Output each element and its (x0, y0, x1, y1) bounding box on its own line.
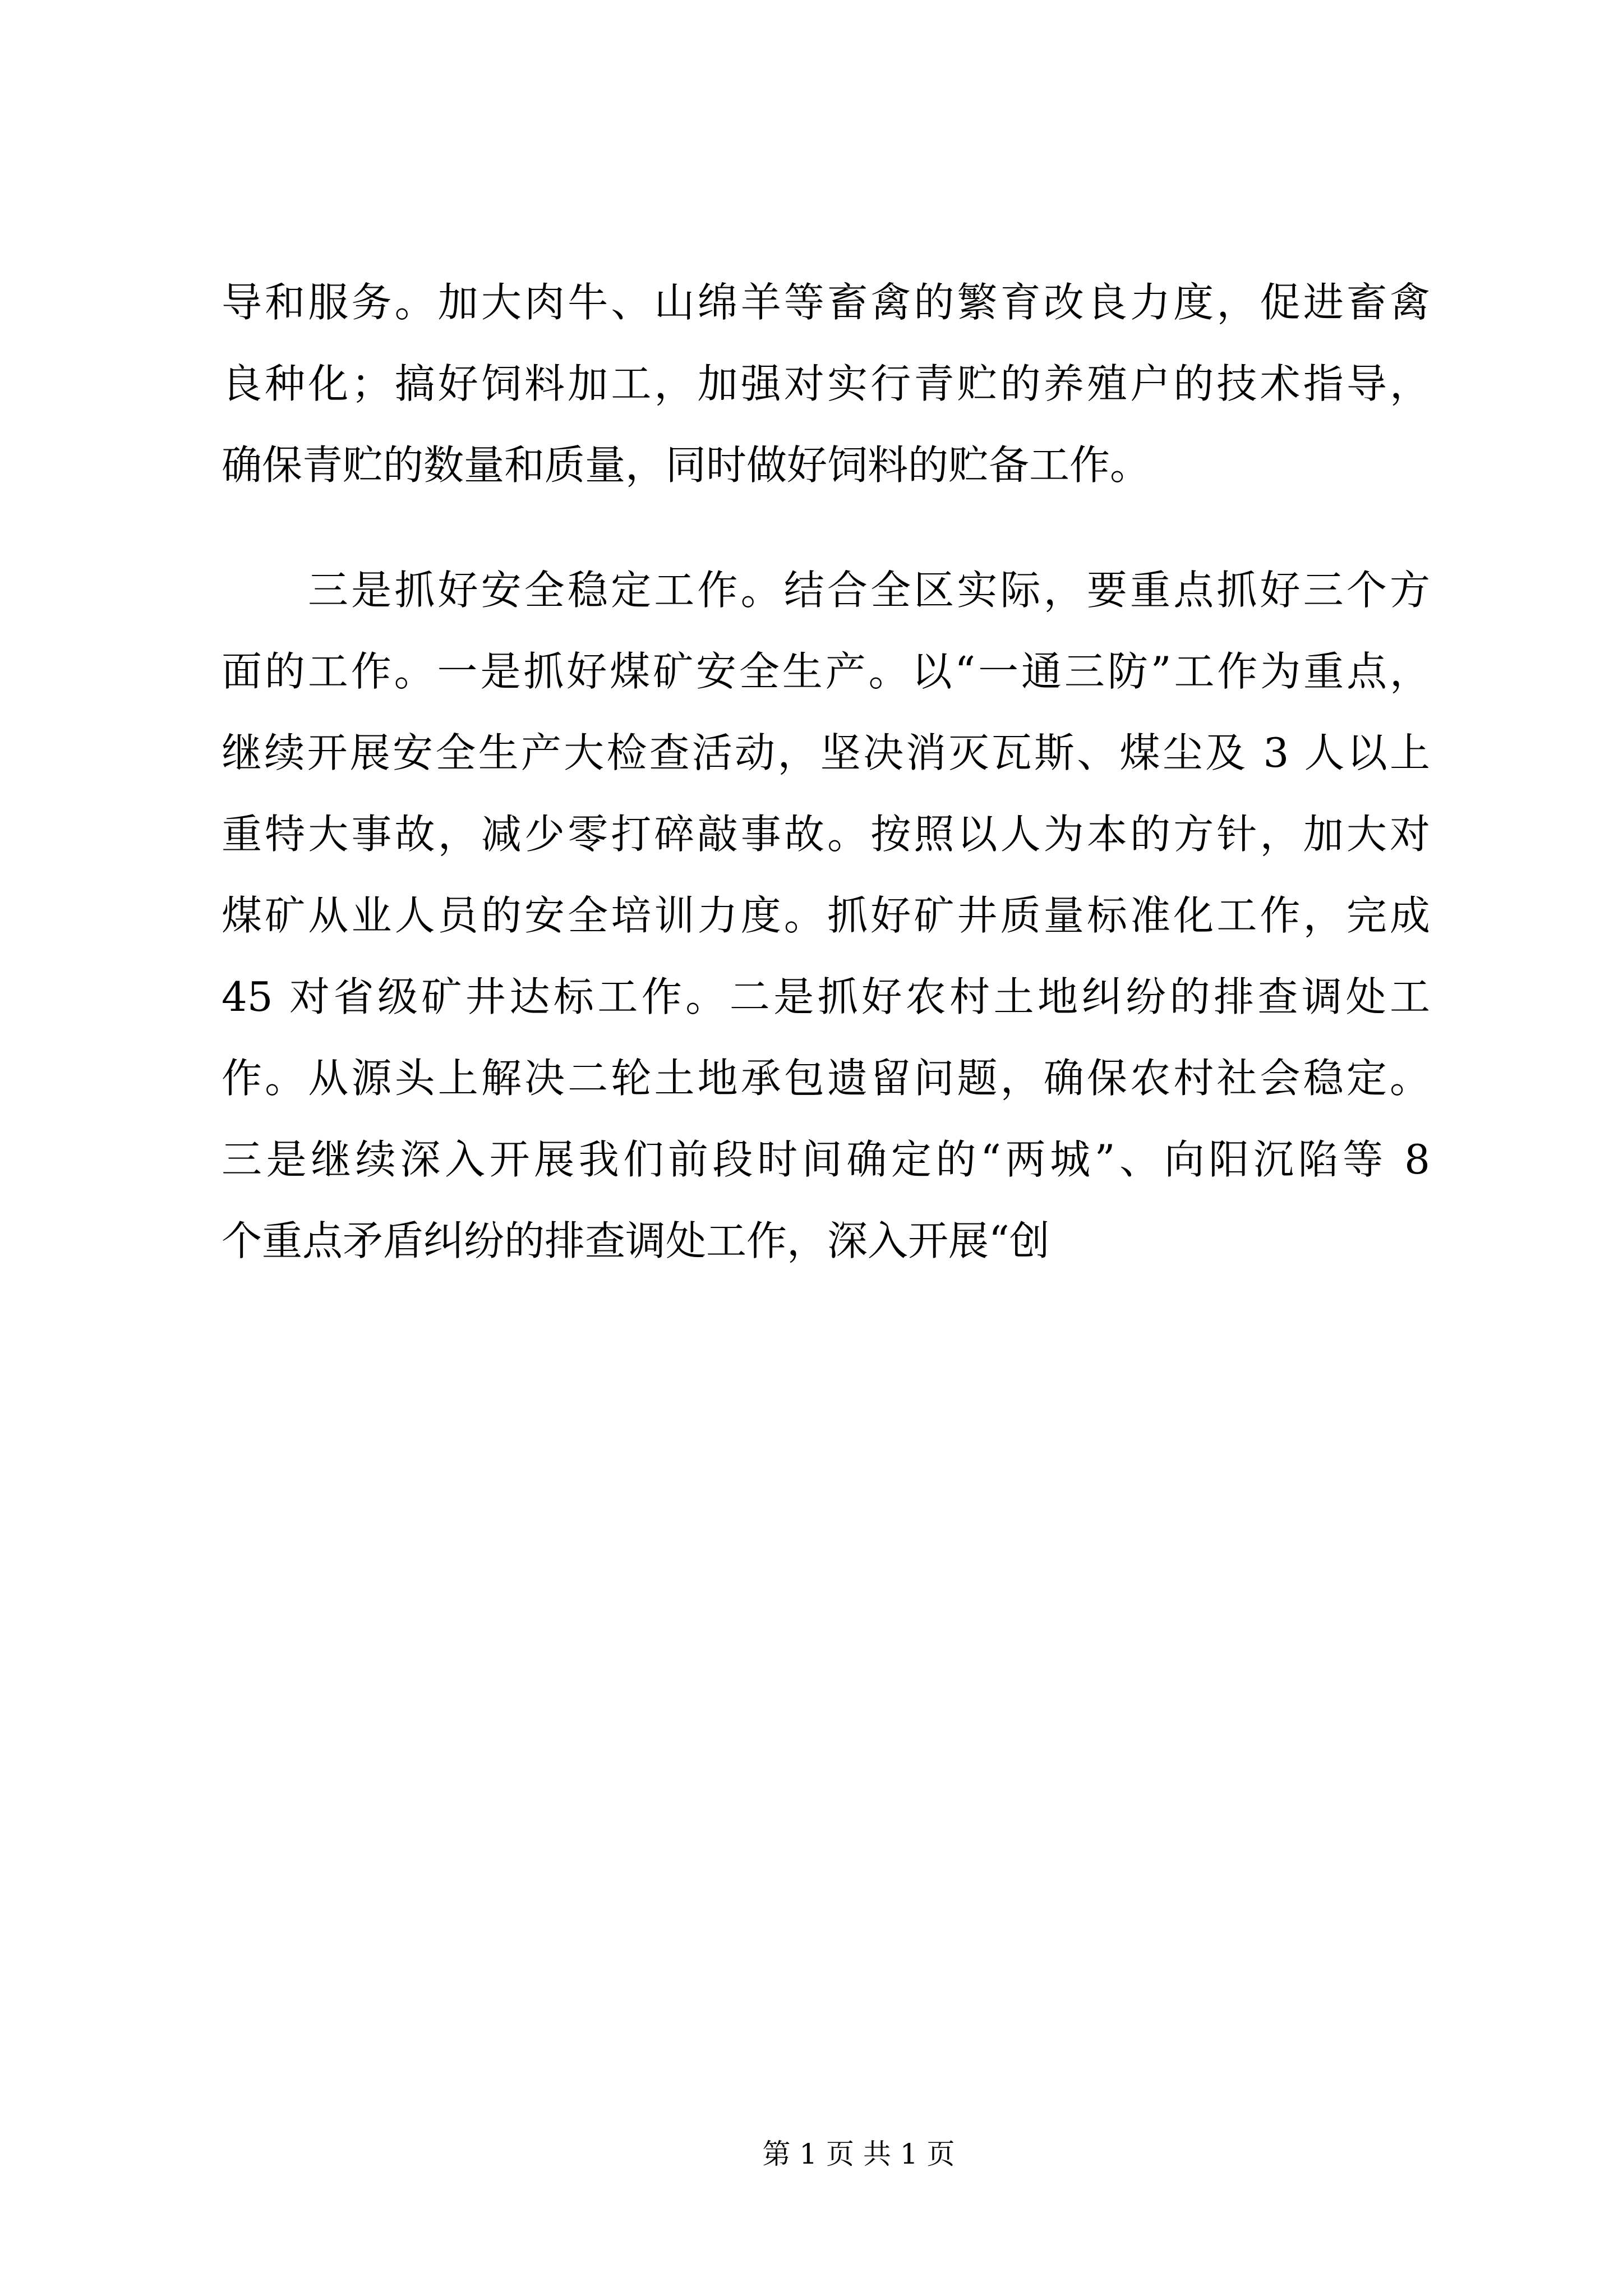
paragraph-line: 45 对省级矿井达标工作。二是抓好农村土地纠纷的排查调处工 (222, 973, 1430, 1020)
paragraph-line: 确保青贮的数量和质量，同时做好饲料的贮备工作。 (222, 441, 1151, 489)
paragraph-line: 作。从源头上解决二轮土地承包遗留问题，确保农村社会稳定。 (222, 1055, 1430, 1102)
body-paragraph (222, 262, 1430, 506)
paragraph-line: 三是继续深入开展我们前段时间确定的“两城”、向阳沉陷等 8 (222, 1136, 1430, 1183)
paragraph-line: 面的工作。一是抓好煤矿安全生产。以“一通三防”工作为重点， (222, 648, 1430, 695)
paragraph-line: 三是抓好安全稳定工作。结合全区实际，要重点抓好三个方 (308, 567, 1430, 614)
page-footer: 第 1 页 共 1 页 (762, 2138, 955, 2170)
paragraph-line: 良种化；搞好饲料加工，加强对实行青贮的养殖户的技术指导， (222, 360, 1430, 407)
paragraph-line: 继续开展安全生产大检查活动，坚决消灭瓦斯、煤尘及 3 人以上 (222, 729, 1430, 776)
paragraph-line: 个重点矛盾纠纷的排查调处工作，深入开展“创 (222, 1217, 1050, 1264)
paragraph-line: 导和服务。加大肉牛、山绵羊等畜禽的繁育改良力度，促进畜禽 (222, 279, 1430, 326)
body-paragraph (222, 550, 1430, 1282)
paragraph-line: 重特大事故，减少零打碎敲事故。按照以人为本的方针，加大对 (222, 811, 1430, 858)
paragraph-line: 煤矿从业人员的安全培训力度。抓好矿井质量标准化工作，完成 (222, 892, 1430, 939)
